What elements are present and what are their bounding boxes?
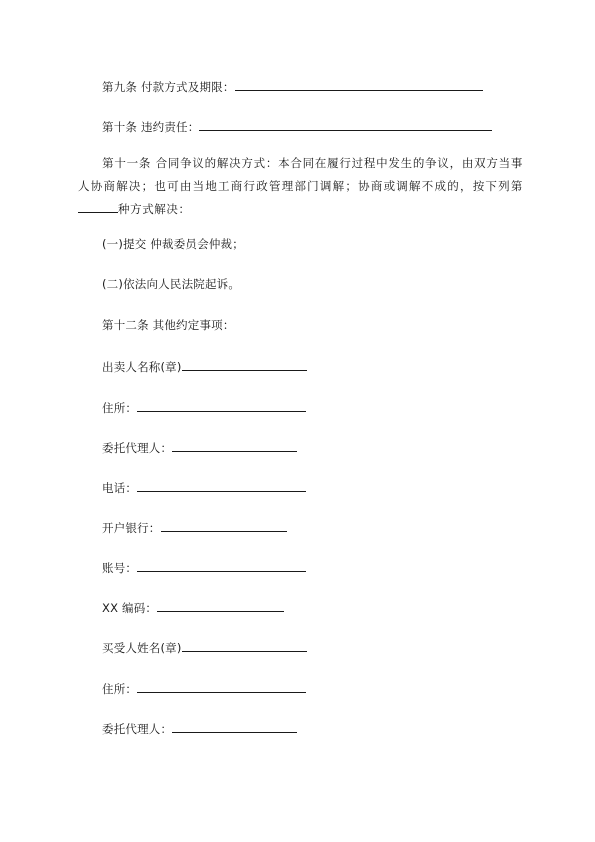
seller-bank-row [102,519,287,535]
seller-name-label: 出卖人名称(章) [102,360,182,374]
seller-account-label: 账号： [102,561,138,575]
clause-9-blank[interactable] [235,78,483,91]
seller-name-row [102,358,307,374]
seller-agent-field[interactable] [172,439,297,452]
buyer-name-label: 买受人姓名(章) [102,641,182,655]
buyer-agent-field[interactable] [172,720,297,733]
clause-10 [102,118,492,134]
buyer-address-label: 住所： [102,682,138,696]
buyer-agent-row [102,720,297,736]
clause-10-label: 第十条 违约责任： [102,120,200,134]
seller-address-field[interactable] [137,399,306,412]
clause-9-label: 第九条 付款方式及期限： [102,80,235,94]
buyer-name-row [102,639,307,655]
clause-11-text: 第十一条 合同争议的解决方式：本合同在履行过程中发生的争议，由双方当事人协商解决；也可由当地工商行政管理部门调解；协商或调解不成的，按下列第 [78,156,523,193]
seller-postcode-field[interactable] [157,599,284,612]
seller-phone-field[interactable] [137,479,306,492]
buyer-agent-label: 委托代理人： [102,722,173,736]
seller-phone-row [102,479,306,495]
option-2: (二)依法向人民法院起诉。 [102,277,241,291]
seller-name-field[interactable] [182,358,307,371]
seller-address-label: 住所： [102,401,138,415]
clause-12: 第十二条 其他约定事项： [102,318,235,332]
clause-10-blank[interactable] [199,118,492,131]
clause-11-blank[interactable] [78,200,118,213]
buyer-address-field[interactable] [137,680,306,693]
seller-account-row [102,559,306,575]
clause-9 [102,78,483,94]
seller-agent-label: 委托代理人： [102,441,173,455]
seller-bank-field[interactable] [161,519,287,532]
seller-postcode-label: XX 编码： [102,601,158,615]
buyer-name-field[interactable] [182,639,307,652]
option-1: (一)提交 仲裁委员会仲裁； [102,237,244,251]
clause-11 [78,152,523,221]
seller-account-field[interactable] [137,559,306,572]
seller-postcode-row [102,599,284,615]
seller-phone-label: 电话： [102,481,138,495]
seller-agent-row [102,439,297,455]
buyer-address-row [102,680,306,696]
clause-11-text-end: 种方式解决： [118,202,191,216]
seller-bank-label: 开户银行： [102,521,161,535]
seller-address-row [102,399,306,415]
